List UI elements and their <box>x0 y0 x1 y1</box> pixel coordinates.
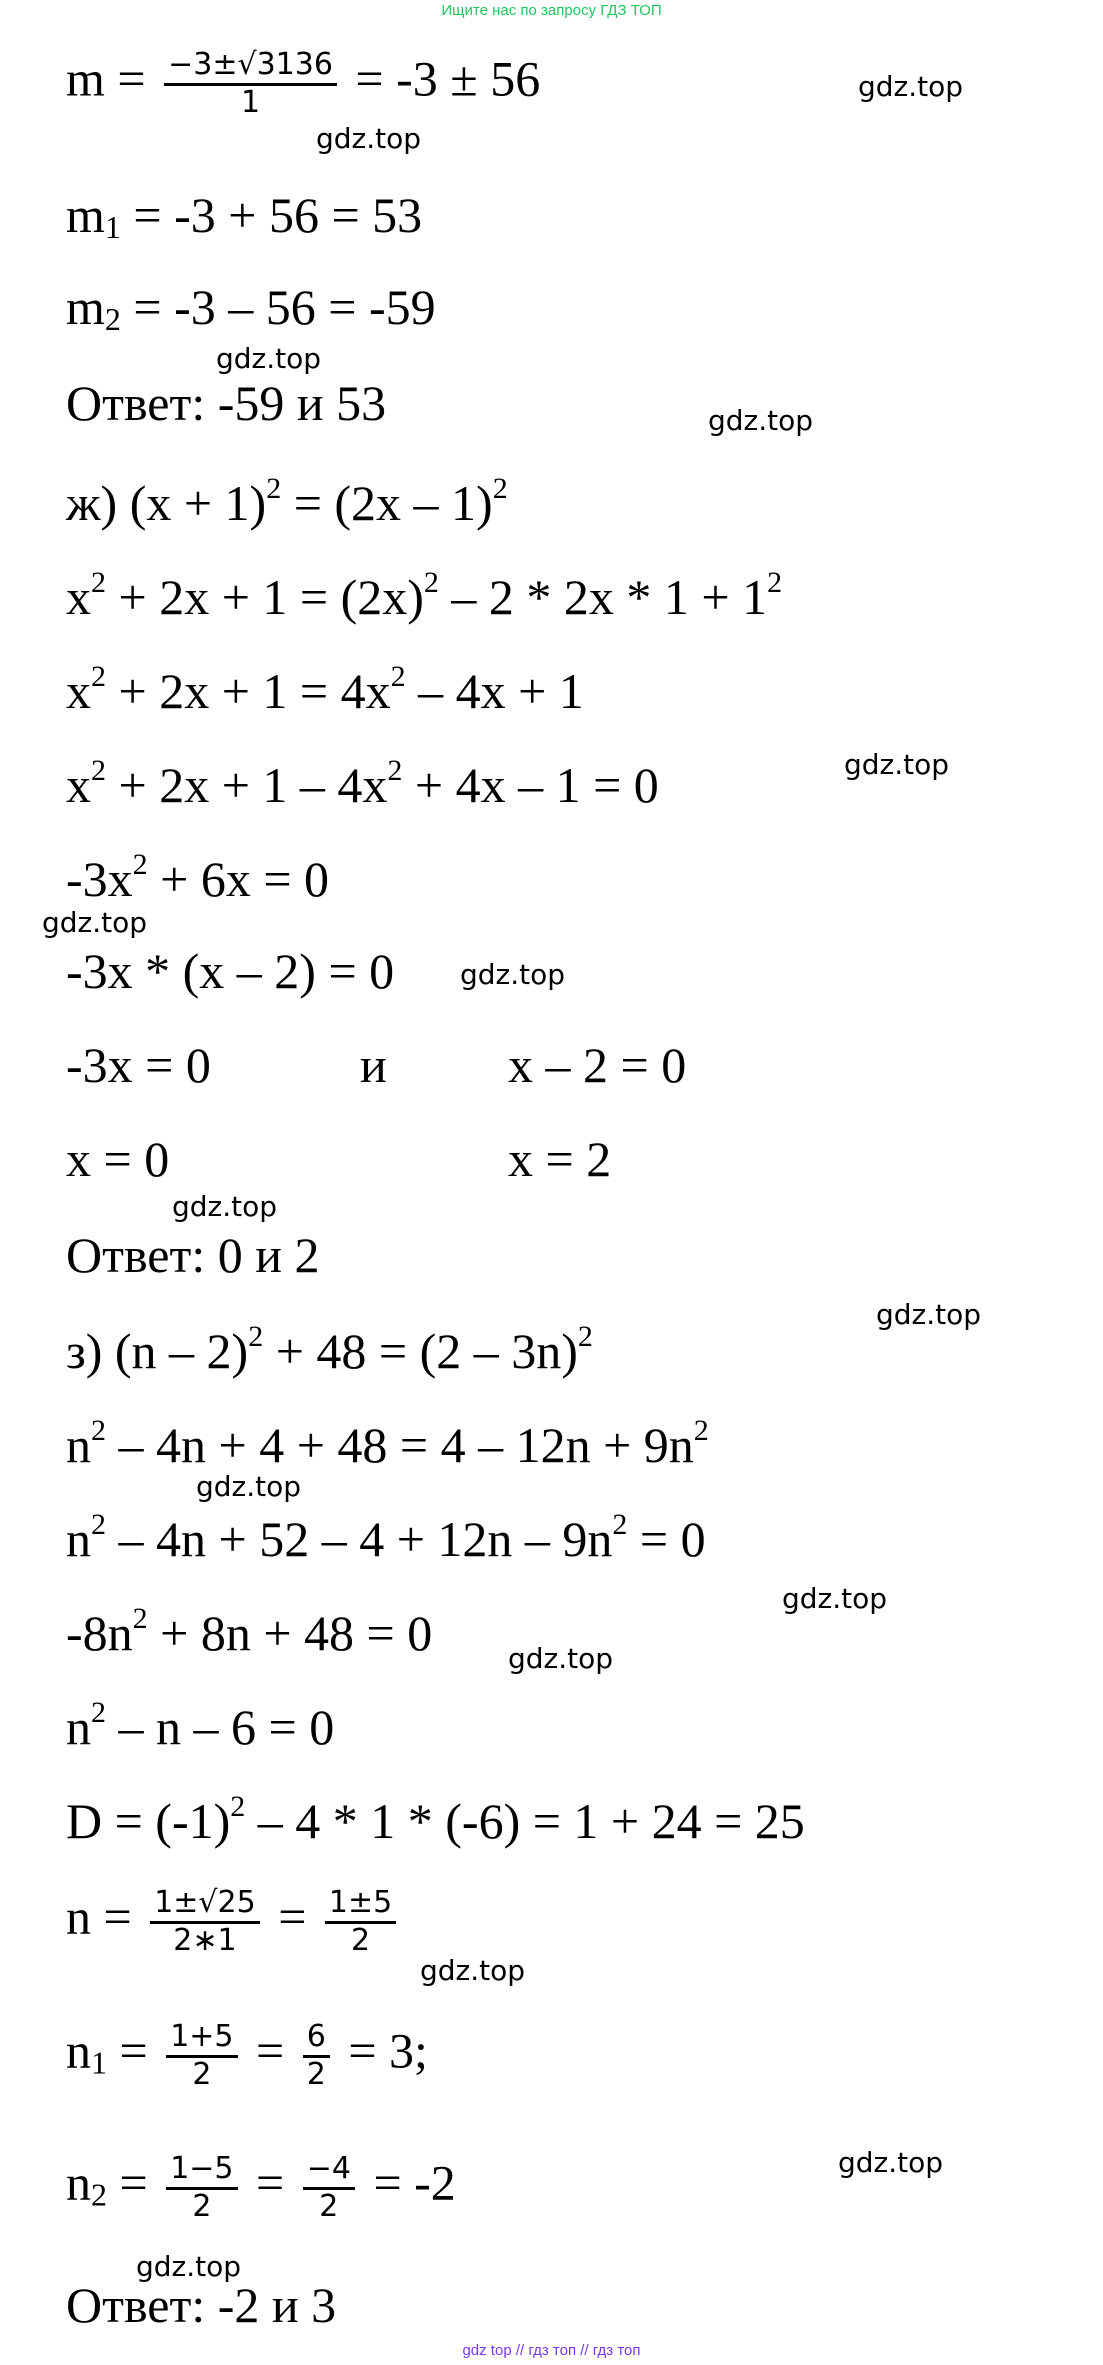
eq-text: = -2 <box>373 2154 456 2211</box>
superscript: 2 <box>767 566 783 599</box>
eq-text: + 6x = 0 <box>147 851 330 907</box>
eq-text: D = (-1) <box>66 1793 231 1849</box>
top-banner: Ищите нас по запросу ГДЗ ТОП <box>441 2 662 19</box>
eq-text: x – 2 = 0 <box>508 1037 687 1093</box>
eq-text: -3x = 0 <box>66 1037 211 1093</box>
eq-text: m <box>66 279 105 335</box>
fraction-denominator: 2 <box>192 2188 212 2224</box>
eq-text: = 0 <box>627 1511 706 1567</box>
eq-text: + 8n + 48 = 0 <box>147 1605 433 1661</box>
factored-1: -3x * (x – 2) = 0 <box>66 943 395 999</box>
watermark: gdz.top <box>136 2250 242 2283</box>
eq-text: n <box>66 1417 91 1473</box>
cases-2 <box>66 1131 966 1187</box>
eq-text: n <box>66 2022 91 2079</box>
eq-text: + 2x + 1 – 4x <box>106 757 388 813</box>
equation-m2 <box>66 279 436 337</box>
watermark: gdz.top <box>420 1954 526 1987</box>
eq-text: x = 2 <box>508 1131 612 1187</box>
expansion-5 <box>66 1508 706 1567</box>
eq-text: – 4n + 4 + 48 = 4 – 12n + 9n <box>106 1417 694 1473</box>
superscript: 2 <box>248 1320 264 1353</box>
eq-text: = <box>256 2154 285 2211</box>
eq-text: m <box>66 187 105 243</box>
eq-text: – n – 6 = 0 <box>106 1699 335 1755</box>
eq-text: = <box>107 2022 148 2079</box>
fraction-denominator: 2∗1 <box>173 1922 237 1958</box>
fraction-numerator: −3±√3136 <box>164 48 337 86</box>
watermark: gdz.top <box>858 70 964 103</box>
watermark: gdz.top <box>844 748 950 781</box>
eq-text: = <box>107 2154 148 2211</box>
fraction-numerator: 6 <box>303 2020 330 2058</box>
simplified-1 <box>66 848 330 907</box>
discriminant <box>66 1790 805 1849</box>
superscript: 2 <box>612 1508 628 1541</box>
fraction <box>166 2020 237 2092</box>
watermark: gdz.top <box>460 958 566 991</box>
eq-text: + 48 = (2 – 3n) <box>263 1323 578 1379</box>
eq-text: ж) (x + 1) <box>66 475 267 531</box>
eq-text: + 2x + 1 = 4x <box>106 663 391 719</box>
eq-text: + 4x – 1 = 0 <box>402 757 659 813</box>
superscript: 2 <box>132 848 148 881</box>
eq-text: – 4x + 1 <box>405 663 584 719</box>
equation-n-formula <box>66 1886 402 1958</box>
subscript: 2 <box>104 301 121 337</box>
eq-text: = -3 – 56 = -59 <box>120 279 436 335</box>
expansion-3 <box>66 754 659 813</box>
equation-m1 <box>66 187 423 245</box>
watermark: gdz.top <box>508 1642 614 1675</box>
problem-zh <box>66 472 508 531</box>
eq-text: = -3 + 56 = 53 <box>120 187 423 243</box>
fraction-numerator: 1+5 <box>166 2020 237 2058</box>
watermark: gdz.top <box>838 2146 944 2179</box>
eq-text: n <box>66 1511 91 1567</box>
answer-3: Ответ: -2 и 3 <box>66 2277 337 2333</box>
eq-text: -8n <box>66 1605 133 1661</box>
eq-text: – 2 * 2x * 1 + 1 <box>438 569 768 625</box>
superscript: 2 <box>266 472 282 505</box>
watermark: gdz.top <box>216 342 322 375</box>
watermark: gdz.top <box>42 906 148 939</box>
superscript: 2 <box>387 754 403 787</box>
superscript: 2 <box>91 1508 106 1541</box>
subscript: 2 <box>91 2176 107 2213</box>
fraction <box>166 2152 237 2224</box>
fraction-numerator: 1±√25 <box>150 1886 260 1924</box>
superscript: 2 <box>91 1414 106 1447</box>
eq-text: = <box>256 2022 285 2079</box>
problem-z <box>66 1320 593 1379</box>
eq-text: x = 0 <box>66 1131 170 1187</box>
subscript: 1 <box>104 209 121 245</box>
superscript: 2 <box>492 472 508 505</box>
superscript: 2 <box>91 660 106 693</box>
answer-2: Ответ: 0 и 2 <box>66 1227 320 1283</box>
fraction-denominator: 2 <box>306 2056 326 2092</box>
eq-text: n <box>66 1699 91 1755</box>
equation-n1 <box>66 2020 428 2092</box>
subscript: 1 <box>91 2044 107 2081</box>
equation-n2 <box>66 2152 456 2224</box>
eq-text: x <box>66 663 91 719</box>
eq-text: m = <box>66 50 146 107</box>
watermark: gdz.top <box>708 404 814 437</box>
superscript: 2 <box>577 1320 593 1353</box>
superscript: 2 <box>132 1602 148 1635</box>
watermark: gdz.top <box>196 1470 302 1503</box>
expansion-4 <box>66 1414 709 1473</box>
bottom-banner: gdz top // гдз топ // гдз топ <box>462 2342 641 2359</box>
superscript: 2 <box>91 1696 106 1729</box>
fraction-denominator: 2 <box>192 2056 212 2092</box>
fraction-numerator: 1±5 <box>325 1886 396 1924</box>
superscript: 2 <box>230 1790 246 1823</box>
fraction <box>150 1886 260 1958</box>
eq-text: = -3 ± 56 <box>355 50 541 107</box>
expansion-1 <box>66 566 783 625</box>
watermark: gdz.top <box>876 1298 982 1331</box>
eq-text: x <box>66 757 91 813</box>
answer-1: Ответ: -59 и 53 <box>66 375 387 431</box>
eq-text: + 2x + 1 = (2x) <box>106 569 424 625</box>
simplified-3 <box>66 1696 335 1755</box>
eq-text: и <box>360 1037 387 1093</box>
watermark: gdz.top <box>316 122 422 155</box>
superscript: 2 <box>390 660 406 693</box>
watermark: gdz.top <box>172 1190 278 1223</box>
eq-text: -3x <box>66 851 133 907</box>
expansion-2 <box>66 660 584 719</box>
fraction-numerator: 1−5 <box>166 2152 237 2190</box>
fraction-denominator: 2 <box>351 1922 371 1958</box>
eq-text: n <box>66 2154 91 2211</box>
superscript: 2 <box>693 1414 709 1447</box>
fraction <box>303 2152 355 2224</box>
fraction-numerator: −4 <box>303 2152 355 2190</box>
watermark: gdz.top <box>782 1582 888 1615</box>
cases-1 <box>66 1037 966 1093</box>
eq-text: – 4 * 1 * (-6) = 1 + 24 = 25 <box>245 1793 805 1849</box>
superscript: 2 <box>423 566 439 599</box>
eq-text: – 4n + 52 – 4 + 12n – 9n <box>106 1511 613 1567</box>
simplified-2 <box>66 1602 433 1661</box>
fraction <box>303 2020 330 2092</box>
superscript: 2 <box>91 566 106 599</box>
fraction-denominator: 2 <box>319 2188 339 2224</box>
fraction <box>164 48 337 120</box>
eq-text: = <box>278 1888 307 1945</box>
eq-text: = (2x – 1) <box>281 475 493 531</box>
eq-text: x <box>66 569 91 625</box>
fraction-denominator: 1 <box>240 84 261 120</box>
equation-m-formula <box>66 48 540 120</box>
eq-text: з) (n – 2) <box>66 1323 249 1379</box>
superscript: 2 <box>91 754 106 787</box>
fraction <box>325 1886 396 1958</box>
eq-text: n = <box>66 1888 132 1945</box>
eq-text: = 3; <box>348 2022 428 2079</box>
